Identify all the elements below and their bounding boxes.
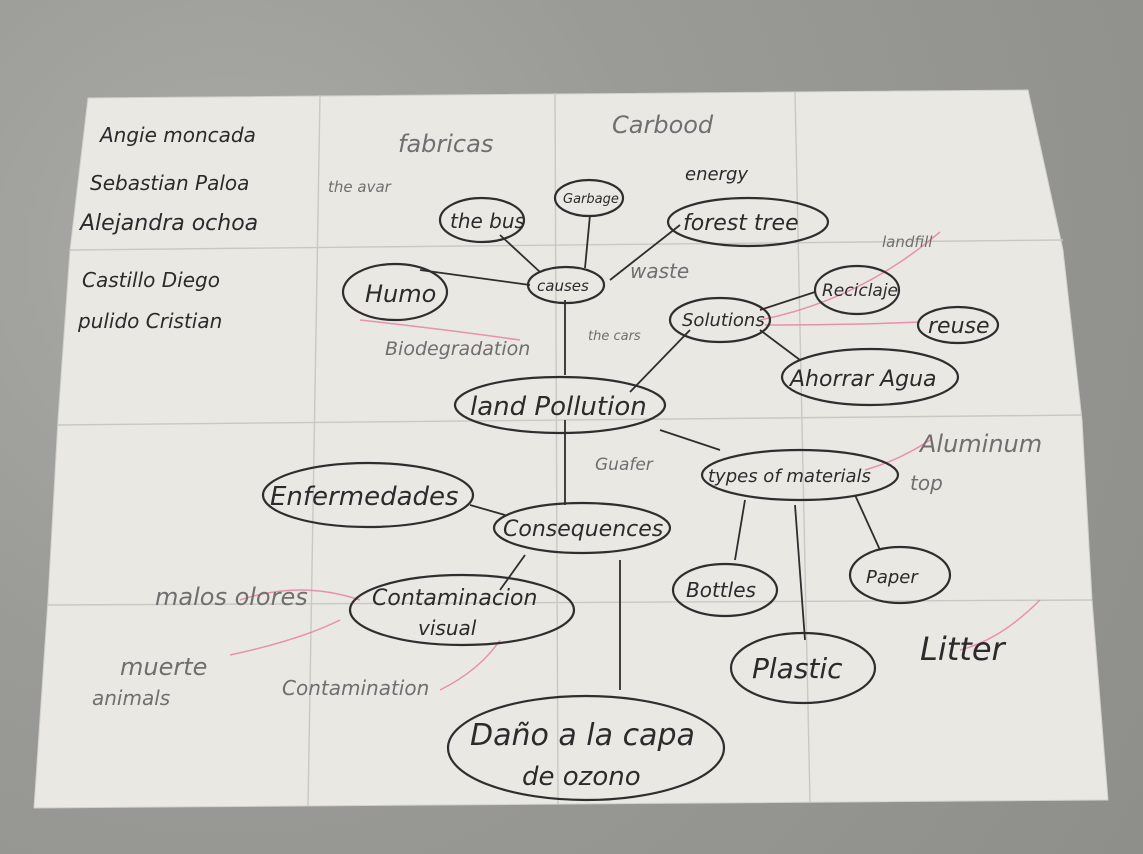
label-top: top [910,471,943,495]
label-enfermedades: Enfermedades [270,482,459,512]
label-landfill: landfill [882,233,933,251]
label-waste: waste [630,259,690,283]
label-humo: Humo [365,280,437,308]
name-4: Castillo Diego [82,268,220,292]
label-energy: energy [685,164,749,185]
label-aluminum: Aluminum [920,430,1043,458]
label-litter: Litter [920,630,1005,668]
label-plastic: Plastic [752,652,843,685]
name-2: Sebastian Paloa [90,171,250,195]
label-consequences: Consequences [503,517,664,542]
label-causes: causes [537,277,589,295]
label-biodegradation: Biodegradation [385,338,531,360]
label-visual: visual [418,616,477,640]
label-ahorrar-agua: Ahorrar Agua [790,367,937,392]
label-reuse: reuse [928,314,990,339]
label-garbage: Garbage [563,192,619,207]
name-1: Angie moncada [100,123,256,147]
label-animals: animals [92,686,171,710]
label-carbood: Carbood [612,111,714,139]
label-reciclaje: Reciclaje [822,281,899,301]
label-fabricas: fabricas [398,130,494,158]
label-paper: Paper [866,567,918,588]
name-3: Alejandra ochoa [80,211,259,236]
label-bottles: Bottles [686,578,756,602]
label-muerte: muerte [120,653,208,681]
label-the-cars: the cars [588,329,641,344]
label-forest-tree: forest tree [683,211,799,236]
label-the-bus: the bus [450,209,525,233]
label-malos-olores: malos olores [155,583,308,611]
label-types-of-materials: types of materials [708,466,871,487]
label-land-pollution: land Pollution [470,392,647,422]
label-solutions: Solutions [682,310,765,331]
label-contamination: Contamination [282,676,430,700]
label-contaminacion: Contaminacion [372,586,538,611]
name-5: pulido Cristian [78,309,223,333]
label-dano-2: de ozono [522,762,641,792]
label-the-avar: the avar [328,178,391,196]
label-guafer: Guafer [595,455,653,475]
label-dano-1: Daño a la capa [470,718,695,753]
